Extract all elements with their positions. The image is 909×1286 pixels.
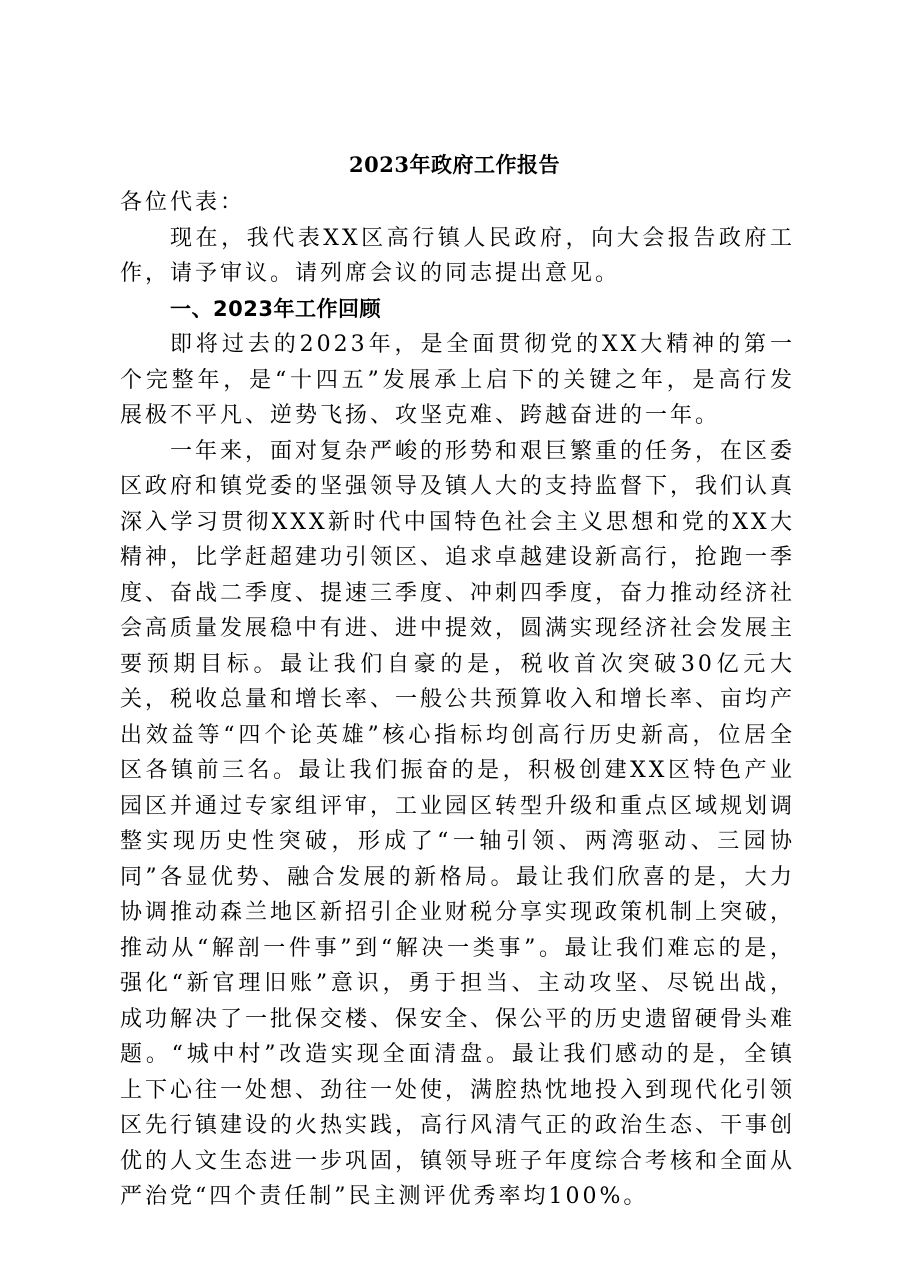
document-body [120,185,795,1215]
paragraph-achievements: 一年来，面对复杂严峻的形势和艰巨繁重的任务，在区委区政府和镇党委的坚强领导及镇人大的支持监督下，我们认真深入学习贯彻XXX新时代中国特色社会主义思想和党的XX大精神，比学赶超建功引领区、追求卓越建设新高行，抢跑一季度、奋战二季度、提速三季度、冲刺四季度，奋力推动经济社会高质量发展稳中有进、进中提效，圆满实现经济社会发展主要预期目标。最让我们自豪的是，税收首次突破30亿元大关，税收总量和增长率、一般公共预算收入和增长率、亩均产出效益等“四个论英雄”核心指标均创高行历史新高，位居全区各镇前三名。最让我们振奋的是，积极创建XX区特色产业园区并通过专家组评审，工业园区转型升级和重点区域规划调整实现历史性突破，形成了“一轴引领、两湾驱动、三园协同”各显优势、融合发展的新格局。最让我们欣喜的是，大力协调推动森兰地区新招引企业财税分享实现政策机制上突破，推动从“解剖一件事”到“解决一类事”。最让我们难忘的是，强化“新官理旧账”意识，勇于担当、主动攻坚、尽锐出战，成功解决了一批保交楼、保安全、保公平的历史遗留硬骨头难题。“城中村”改造实现全面清盘。最让我们感动的是，全镇上下心往一处想、劲往一处使，满腔热忱地投入到现代化引领区先行镇建设的火热实践，高行风清气正的政治生态、干事创优的人文生态进一步巩固，镇领导班子年度综合考核和全面从严治党“四个责任制”民主测评优秀率均100%。 [120,438,796,1209]
salutation: 各位代表： [120,190,246,215]
paragraph-year-overview: 即将过去的2023年，是全面贯彻党的XX大精神的第一个完整年，是“十四五”发展承上启下的关键之年，是高行发展极不平凡、逆势飞扬、攻坚克难、跨越奋进的一年。 [120,332,795,428]
section-heading-work-review: 一、2023年工作回顾 [170,296,381,321]
intro-paragraph: 现在，我代表XX区高行镇人民政府，向大会报告政府工作，请予审议。请列席会议的同志提出意见。 [120,225,795,286]
document-title: 2023年政府工作报告 [349,152,560,177]
